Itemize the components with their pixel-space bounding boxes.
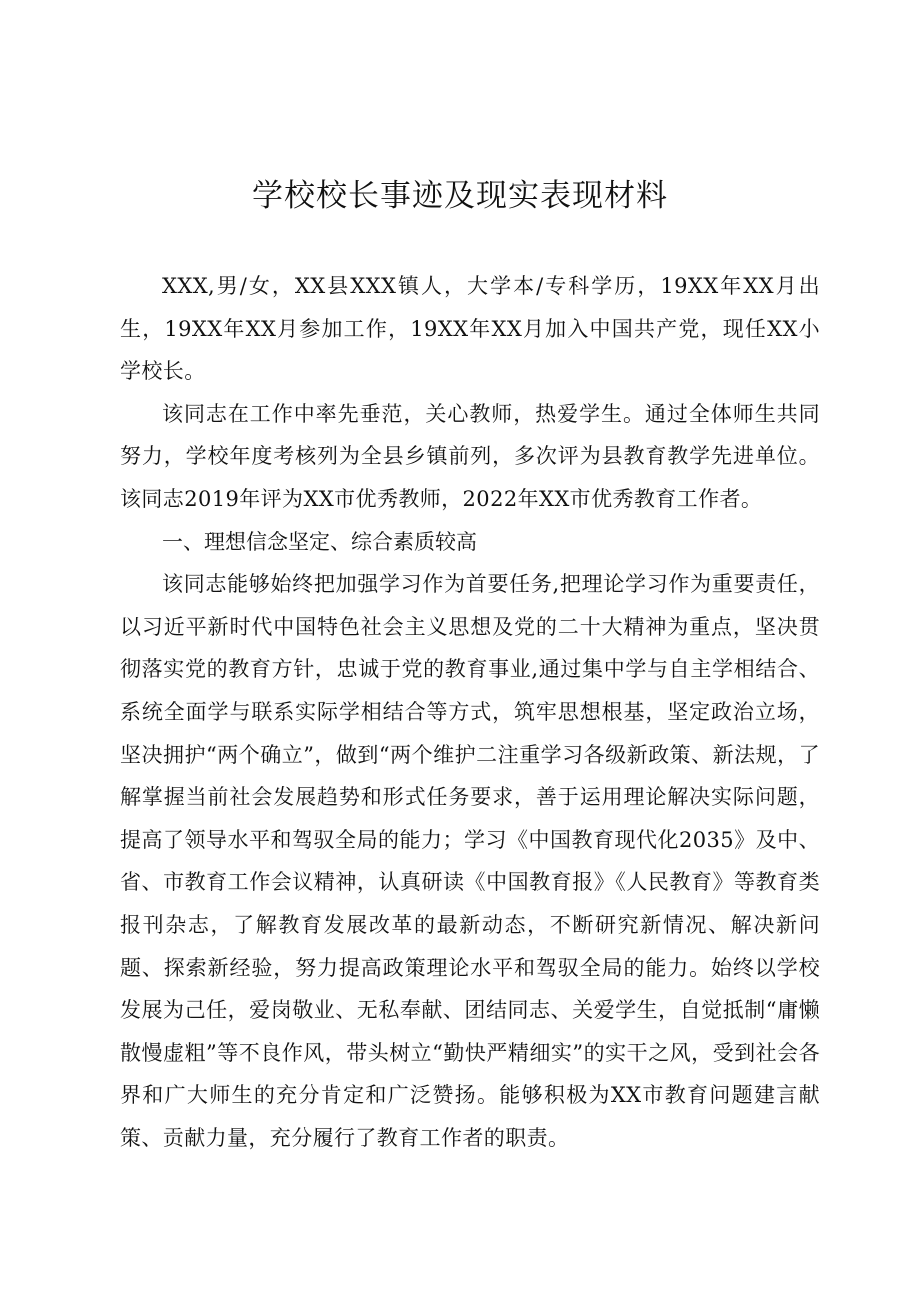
document-body: [120, 265, 820, 1159]
section-1-paragraph: 该同志能够始终把加强学习作为首要任务,把理论学习作为重要责任，以习近平新时代中国特色社会主义思想及党的二十大精神为重点，坚决贯彻落实党的教育方针，忠诚于党的教育事业,通过集中学与自主学相结合、系统全面学与联系实际学相结合等方式，筑牢思想根基，坚定政治立场，坚决拥护“两个确立”，做到“两个维护二注重学习各级新政策、新法规，了解掌握当前社会发展趋势和形式任务要求，善于运用理论解决实际问题，提高了领导水平和驾驭全局的能力；学习《中国教育现代化2035》及中、省、市教育工作会议精神，认真研读《中国教育报》《人民教育》等教育类报刊杂志，了解教育发展改革的最新动态，不断研究新情况、解决新问题、探索新经验，努力提高政策理论水平和驾驭全局的能力。始终以学校发展为己任，爱岗敬业、无私奉献、团结同志、关爱学生，自觉抵制“庸懒散慢虚粗”等不良作风，带头树立“勤快严精细实”的实干之风，受到社会各界和广大师生的充分肯定和广泛赞扬。能够积极为XX市教育问题建言献策、贡献力量，充分履行了教育工作者的职责。: [120, 572, 820, 1150]
summary-paragraph: 该同志在工作中率先垂范，关心教师，热爱学生。通过全体师生共同努力，学校年度考核列为全县乡镇前列，多次评为县教育教学先进单位。该同志2019年评为XX市优秀教师，2022年XX市优秀教育工作者。: [120, 401, 820, 511]
intro-paragraph: XXX,男/女，XX县XXX镇人，大学本/专科学历，19XX年XX月出生，19XX年XX月参加工作，19XX年XX月加入中国共产党，现任XX小学校长。: [120, 274, 820, 384]
section-1-heading: 一、理想信念坚定、综合素质较高: [162, 529, 477, 554]
document-title: 学校校长事迹及现实表现材料: [252, 178, 668, 214]
